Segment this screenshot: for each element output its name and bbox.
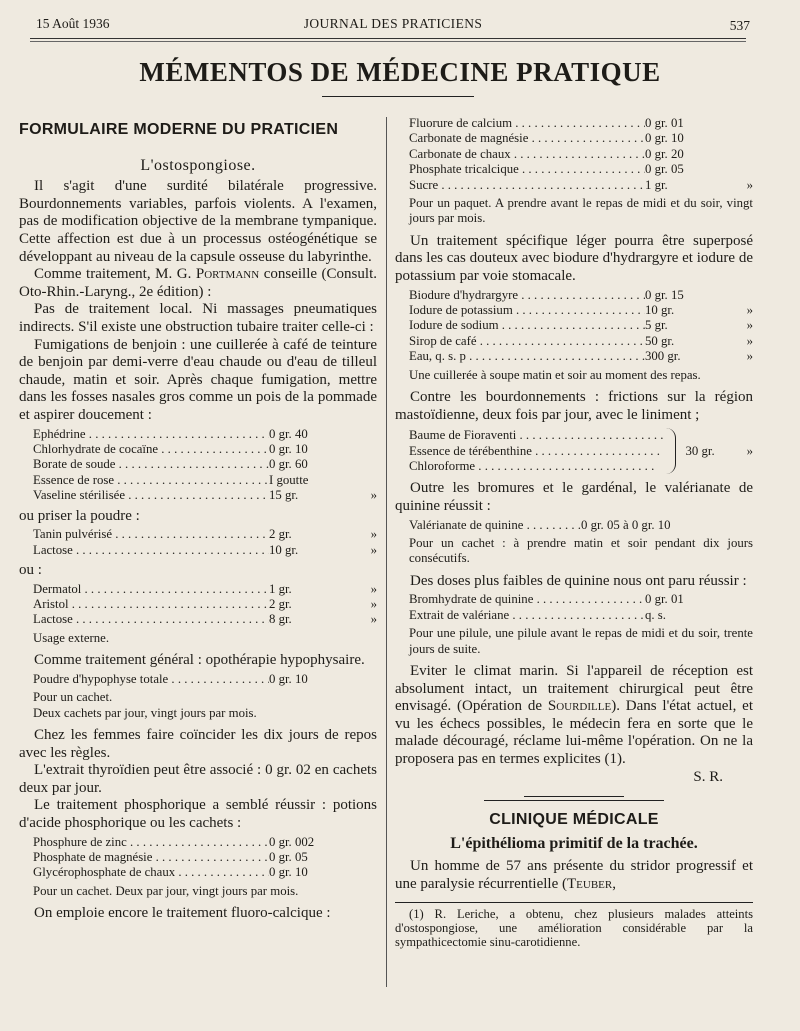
footnote-rule — [395, 902, 753, 903]
prescription-line — [19, 850, 377, 865]
prescription-line — [395, 608, 753, 623]
ingredient-name: Carbonate de magnésie . . . — [409, 131, 645, 146]
ingredient-unit — [355, 427, 377, 442]
ingredient-amount: 5 gr. — [645, 318, 668, 333]
ingredient-amount: 0 gr. 002 — [269, 834, 315, 849]
ingredient-name: Valérianate de quinine . . . — [409, 518, 581, 533]
prescription-line — [395, 147, 753, 162]
article-title: L'épithélioma primitif de la trachée. — [450, 834, 698, 852]
ingredient-unit — [731, 608, 753, 623]
prescription — [395, 592, 753, 623]
ingredient-amount: 0 gr. 10 — [269, 441, 308, 456]
prescription-note: Pour un cachet. — [33, 690, 113, 705]
prescription-line — [395, 303, 753, 318]
ingredient-unit — [355, 850, 377, 865]
prescription-line — [395, 518, 753, 533]
signature-line — [395, 769, 753, 787]
liniment-amount: 30 gr. — [685, 443, 715, 458]
paragraph: Fumigations de benjoin : une cuillerée à café de teinture de benjoin par demi-verre d'eau chaude ou d'eau de tilleul chaude, matin et soir. Après chaque fumigation, mettre dans les fosses nasales gros comme un pois de la pommade et aspirer doucement : — [19, 336, 377, 423]
ingredient-amount: 2 gr. — [269, 527, 292, 542]
prescription — [19, 527, 377, 558]
ingredient-amount: 1 gr. — [645, 177, 668, 192]
prescription — [395, 518, 753, 533]
ingredient-name: Phosphate tricalcique . . . — [409, 162, 645, 177]
prescription-line — [19, 457, 377, 472]
ingredient-unit — [355, 473, 377, 488]
paragraph: L'extrait thyroïdien peut être associé : 0 gr. 02 en cachets deux par jour. — [19, 762, 377, 796]
prescription — [19, 835, 377, 881]
ingredient-unit — [731, 162, 753, 177]
prescription-line — [19, 473, 377, 488]
header-rule-secondary — [30, 41, 746, 42]
ingredient-amount: 1 gr. — [269, 581, 292, 596]
running-header — [36, 14, 750, 36]
ingredient-amount: I goutte — [269, 472, 309, 487]
ingredient-name: Biodure d'hydrargyre . . . — [409, 288, 645, 303]
prescription-note: Deux cachets par jour, vingt jours par mois. — [33, 705, 257, 720]
topic-title: L'ostospongiose. — [140, 156, 256, 174]
prescription — [395, 288, 753, 365]
page-title: MÉMENTOS DE MÉDECINE PRATIQUE — [139, 57, 661, 87]
ingredient-amount: 0 gr. 20 — [645, 146, 684, 161]
prescription-line — [395, 318, 753, 333]
ingredient-unit — [355, 672, 377, 687]
prescription — [19, 427, 377, 504]
paragraph: On emploie encore le traitement fluoro-calcique : — [34, 905, 331, 922]
prescription-line — [395, 334, 753, 349]
prescription-line — [19, 527, 377, 542]
prescription-line — [19, 582, 377, 597]
ingredient-name: Phosphate de magnésie . . . — [33, 850, 269, 865]
ingredient-name: Poudre d'hypophyse totale . . . — [33, 672, 269, 687]
ingredient-name: Vaseline stérilisée . . . — [33, 488, 269, 503]
paragraph: Pas de traitement local. Ni massages pneumatiques indirects. S'il existe une obstruction tubaire traiter celle-ci : — [19, 301, 377, 335]
ingredient-amount: 0 gr. 10 — [269, 865, 308, 880]
paragraph: ou priser la poudre : — [19, 507, 140, 524]
ingredient-amount: 0 gr. 05 — [645, 162, 684, 177]
ingredient-name: Carbonate de chaux . . . — [409, 147, 645, 162]
ingredient-name: Fluorure de calcium . . . — [409, 116, 645, 131]
ingredient-name: Essence de rose . . . — [33, 473, 269, 488]
liniment-ingredient: Chloroforme . . . — [409, 459, 654, 473]
liniment-ingredients — [409, 428, 663, 474]
liniment-formula — [395, 428, 753, 474]
ingredient-unit: » — [746, 177, 753, 192]
ingredient-name: Tanin pulvérisé . . . — [33, 527, 269, 542]
ingredient-name: Aristol . . . — [33, 597, 269, 612]
paragraph: Un homme de 57 ans présente du stridor progressif et une paralysie récurrentielle (Teuber, — [395, 858, 753, 893]
section-title: FORMULAIRE MODERNE DU PRATICIEN — [19, 121, 339, 138]
ingredient-unit: » — [370, 542, 377, 557]
paragraph: Comme traitement général : opothérapie hypophysaire. — [34, 652, 365, 669]
ingredient-name: Sirop de café . . . — [409, 334, 645, 349]
prescription-line — [395, 349, 753, 364]
ingredient-amount: 10 gr. — [269, 542, 299, 557]
paragraph: Chez les femmes faire coïncider les dix jours de repos avec les règles. — [19, 726, 377, 761]
ingredient-unit — [731, 116, 753, 131]
prescription-line — [395, 288, 753, 303]
ingredient-name: Phosphure de zinc . . . — [33, 835, 269, 850]
ingredient-name: Iodure de sodium . . . — [409, 318, 645, 333]
ingredient-name: Glycérophosphate de chaux . . . — [33, 865, 269, 880]
header-page-number: 537 — [729, 18, 750, 33]
prescription-line — [19, 612, 377, 627]
prescription-line — [19, 865, 377, 880]
ingredient-unit — [731, 592, 753, 607]
ingredient-amount: 50 gr. — [645, 333, 675, 348]
ingredient-name: Borate de soude . . . — [33, 457, 269, 472]
left-column — [19, 117, 377, 923]
paragraph: Comme traitement, M. G. Portmann conseille (Consult. Oto-Rhin.-Laryng., 2e édition) : — [19, 266, 377, 300]
ingredient-unit: » — [746, 333, 753, 348]
ingredient-unit — [355, 865, 377, 880]
ingredient-unit: » — [746, 318, 753, 333]
usage-note: Usage externe. — [33, 630, 110, 645]
prescription-line — [19, 672, 377, 687]
ingredient-name: Ephédrine . . . — [33, 427, 269, 442]
prescription-line — [19, 597, 377, 612]
paragraph: Outre les bromures et le gardénal, le valérianate de quinine réussit : — [395, 480, 753, 515]
ingredient-unit: » — [370, 581, 377, 596]
prescription-line — [395, 131, 753, 146]
footnote: (1) R. Leriche, a obtenu, chez plusieurs malades atteints d'ostospongiose, une amélioration considérable par la sympathicectomie sinu-carotidienne. — [395, 906, 754, 950]
liniment-unit: » — [746, 443, 753, 458]
ingredient-amount: 10 gr. — [645, 303, 675, 318]
ingredient-unit: » — [370, 488, 377, 503]
ingredient-amount: 8 gr. — [269, 612, 292, 627]
ingredient-name: Dermatol . . . — [33, 582, 269, 597]
paragraph: Le traitement phosphorique a semblé réussir : potions d'acide phosphorique ou les cachets : — [19, 797, 377, 831]
prescription-line — [395, 162, 753, 177]
ingredient-amount: 0 gr. 10 — [269, 671, 308, 686]
ingredient-unit — [731, 288, 753, 303]
ingredient-amount: 0 gr. 05 — [269, 849, 308, 864]
prescription-line — [395, 178, 753, 193]
header-rule — [30, 38, 746, 39]
ingredient-unit — [355, 457, 377, 472]
ingredient-amount: 15 gr. — [269, 488, 299, 503]
column-divider — [386, 117, 387, 987]
ingredient-name: Lactose . . . — [33, 543, 269, 558]
ingredient-unit — [355, 835, 377, 850]
paragraph: Il s'agit d'une surdité bilatérale progressive. Bourdonnements variables, parfois violents. A l'examen, pas de modification objective de la membrane tympanique. Cette affection est due à un processus ostéogénétique se développant au niveau de la capsule osseuse du labyrinthe. — [19, 178, 377, 265]
paragraph: Un traitement spécifique léger pourra être superposé dans les cas douteux avec biodure d'hydrargyre et iodure de potassium par voie stomacale. — [395, 232, 753, 285]
ingredient-amount: 0 gr. 10 — [645, 131, 684, 146]
author-name: Leriche — [456, 906, 496, 921]
ingredient-unit: » — [746, 303, 753, 318]
ingredient-name: Lactose . . . — [33, 612, 269, 627]
ingredient-unit: » — [370, 612, 377, 627]
title-rule — [322, 96, 474, 97]
header-date: 15 Août 1936 — [36, 16, 110, 31]
ingredient-amount: 300 gr. — [645, 349, 681, 364]
ingredient-amount: q. s. — [645, 607, 666, 622]
prescription-line — [19, 835, 377, 850]
liniment-ingredient: Essence de térébenthine . . . — [409, 444, 663, 458]
ingredient-unit: » — [746, 349, 753, 364]
brace — [663, 428, 676, 474]
prescription — [19, 672, 377, 687]
ingredient-amount: 0 gr. 01 — [645, 592, 684, 607]
prescription-note: Pour un cachet. Deux par jour, vingt jours par mois. — [33, 883, 299, 898]
ingredient-name: Iodure de potassium . . . — [409, 303, 645, 318]
ingredient-name: Sucre . . . — [409, 178, 645, 193]
prescription-line — [19, 427, 377, 442]
prescription-line — [19, 442, 377, 457]
ingredient-unit — [731, 131, 753, 146]
prescription — [19, 582, 377, 628]
ingredient-amount: 0 gr. 60 — [269, 457, 308, 472]
right-column — [395, 116, 753, 949]
prescription-line — [395, 116, 753, 131]
ingredient-name: Bromhydrate de quinine . . . — [409, 592, 645, 607]
paragraph: Des doses plus faibles de quinine nous ont paru réussir : — [410, 572, 747, 589]
ingredient-amount: 0 gr. 05 à 0 gr. 10 — [581, 517, 671, 532]
ingredient-amount: 0 gr. 40 — [269, 426, 308, 441]
section-rule — [524, 796, 624, 797]
section-rule — [484, 800, 664, 801]
prescription-line — [19, 543, 377, 558]
ingredient-amount: 2 gr. — [269, 596, 292, 611]
ingredient-amount: 0 gr. 01 — [645, 116, 684, 130]
paragraph: Contre les bourdonnements : frictions sur la région mastoïdienne, deux fois par jour, avec le liniment ; — [395, 389, 753, 423]
prescription-line — [19, 488, 377, 503]
prescription-note: Une cuillerée à soupe matin et soir au moment des repas. — [409, 367, 701, 382]
section-title: CLINIQUE MÉDICALE — [489, 811, 659, 829]
ingredient-name: Extrait de valériane . . . — [409, 608, 645, 623]
ingredient-name: Eau, q. s. p . . . — [409, 349, 645, 364]
ingredient-unit — [731, 518, 753, 533]
prescription-note: Pour une pilule, une pilule avant le repas de midi et du soir, trente jours de suite. — [409, 626, 753, 656]
author-name: Portmann — [195, 266, 260, 283]
ingredient-name: Chlorhydrate de cocaïne . . . — [33, 442, 269, 457]
ingredient-amount: 0 gr. 15 — [645, 287, 684, 302]
prescription-note: Pour un cachet : à prendre matin et soir pendant dix jours consécutifs. — [409, 536, 753, 566]
paragraph: Eviter le climat marin. Si l'appareil de réception est absolument intact, un traitement chirurgical peut être envisagé. (Opération de Sourdille). Dans l'état actuel, et vu les échecs possibles, le médecin fera en sorte que le malade découragé, réclame lui-même l'opération. On ne la proposera pas en termes explicites (1). — [395, 663, 754, 768]
paragraph: ou : — [19, 561, 42, 578]
ingredient-unit: » — [370, 527, 377, 542]
prescription — [395, 116, 753, 193]
prescription-line — [395, 592, 753, 607]
author-name: Sourdille — [547, 698, 612, 715]
author-name: Teuber — [567, 876, 613, 893]
ingredient-unit — [731, 147, 753, 162]
prescription-note: Pour un paquet. A prendre avant le repas de midi et du soir, vingt jours par mois. — [409, 196, 753, 226]
header-journal: JOURNAL DES PRATICIENS — [303, 16, 483, 31]
ingredient-unit — [355, 442, 377, 457]
liniment-ingredient: Baume de Fioraventi . . . — [409, 428, 663, 442]
signature: S. R. — [693, 768, 723, 785]
ingredient-unit: » — [370, 596, 377, 611]
